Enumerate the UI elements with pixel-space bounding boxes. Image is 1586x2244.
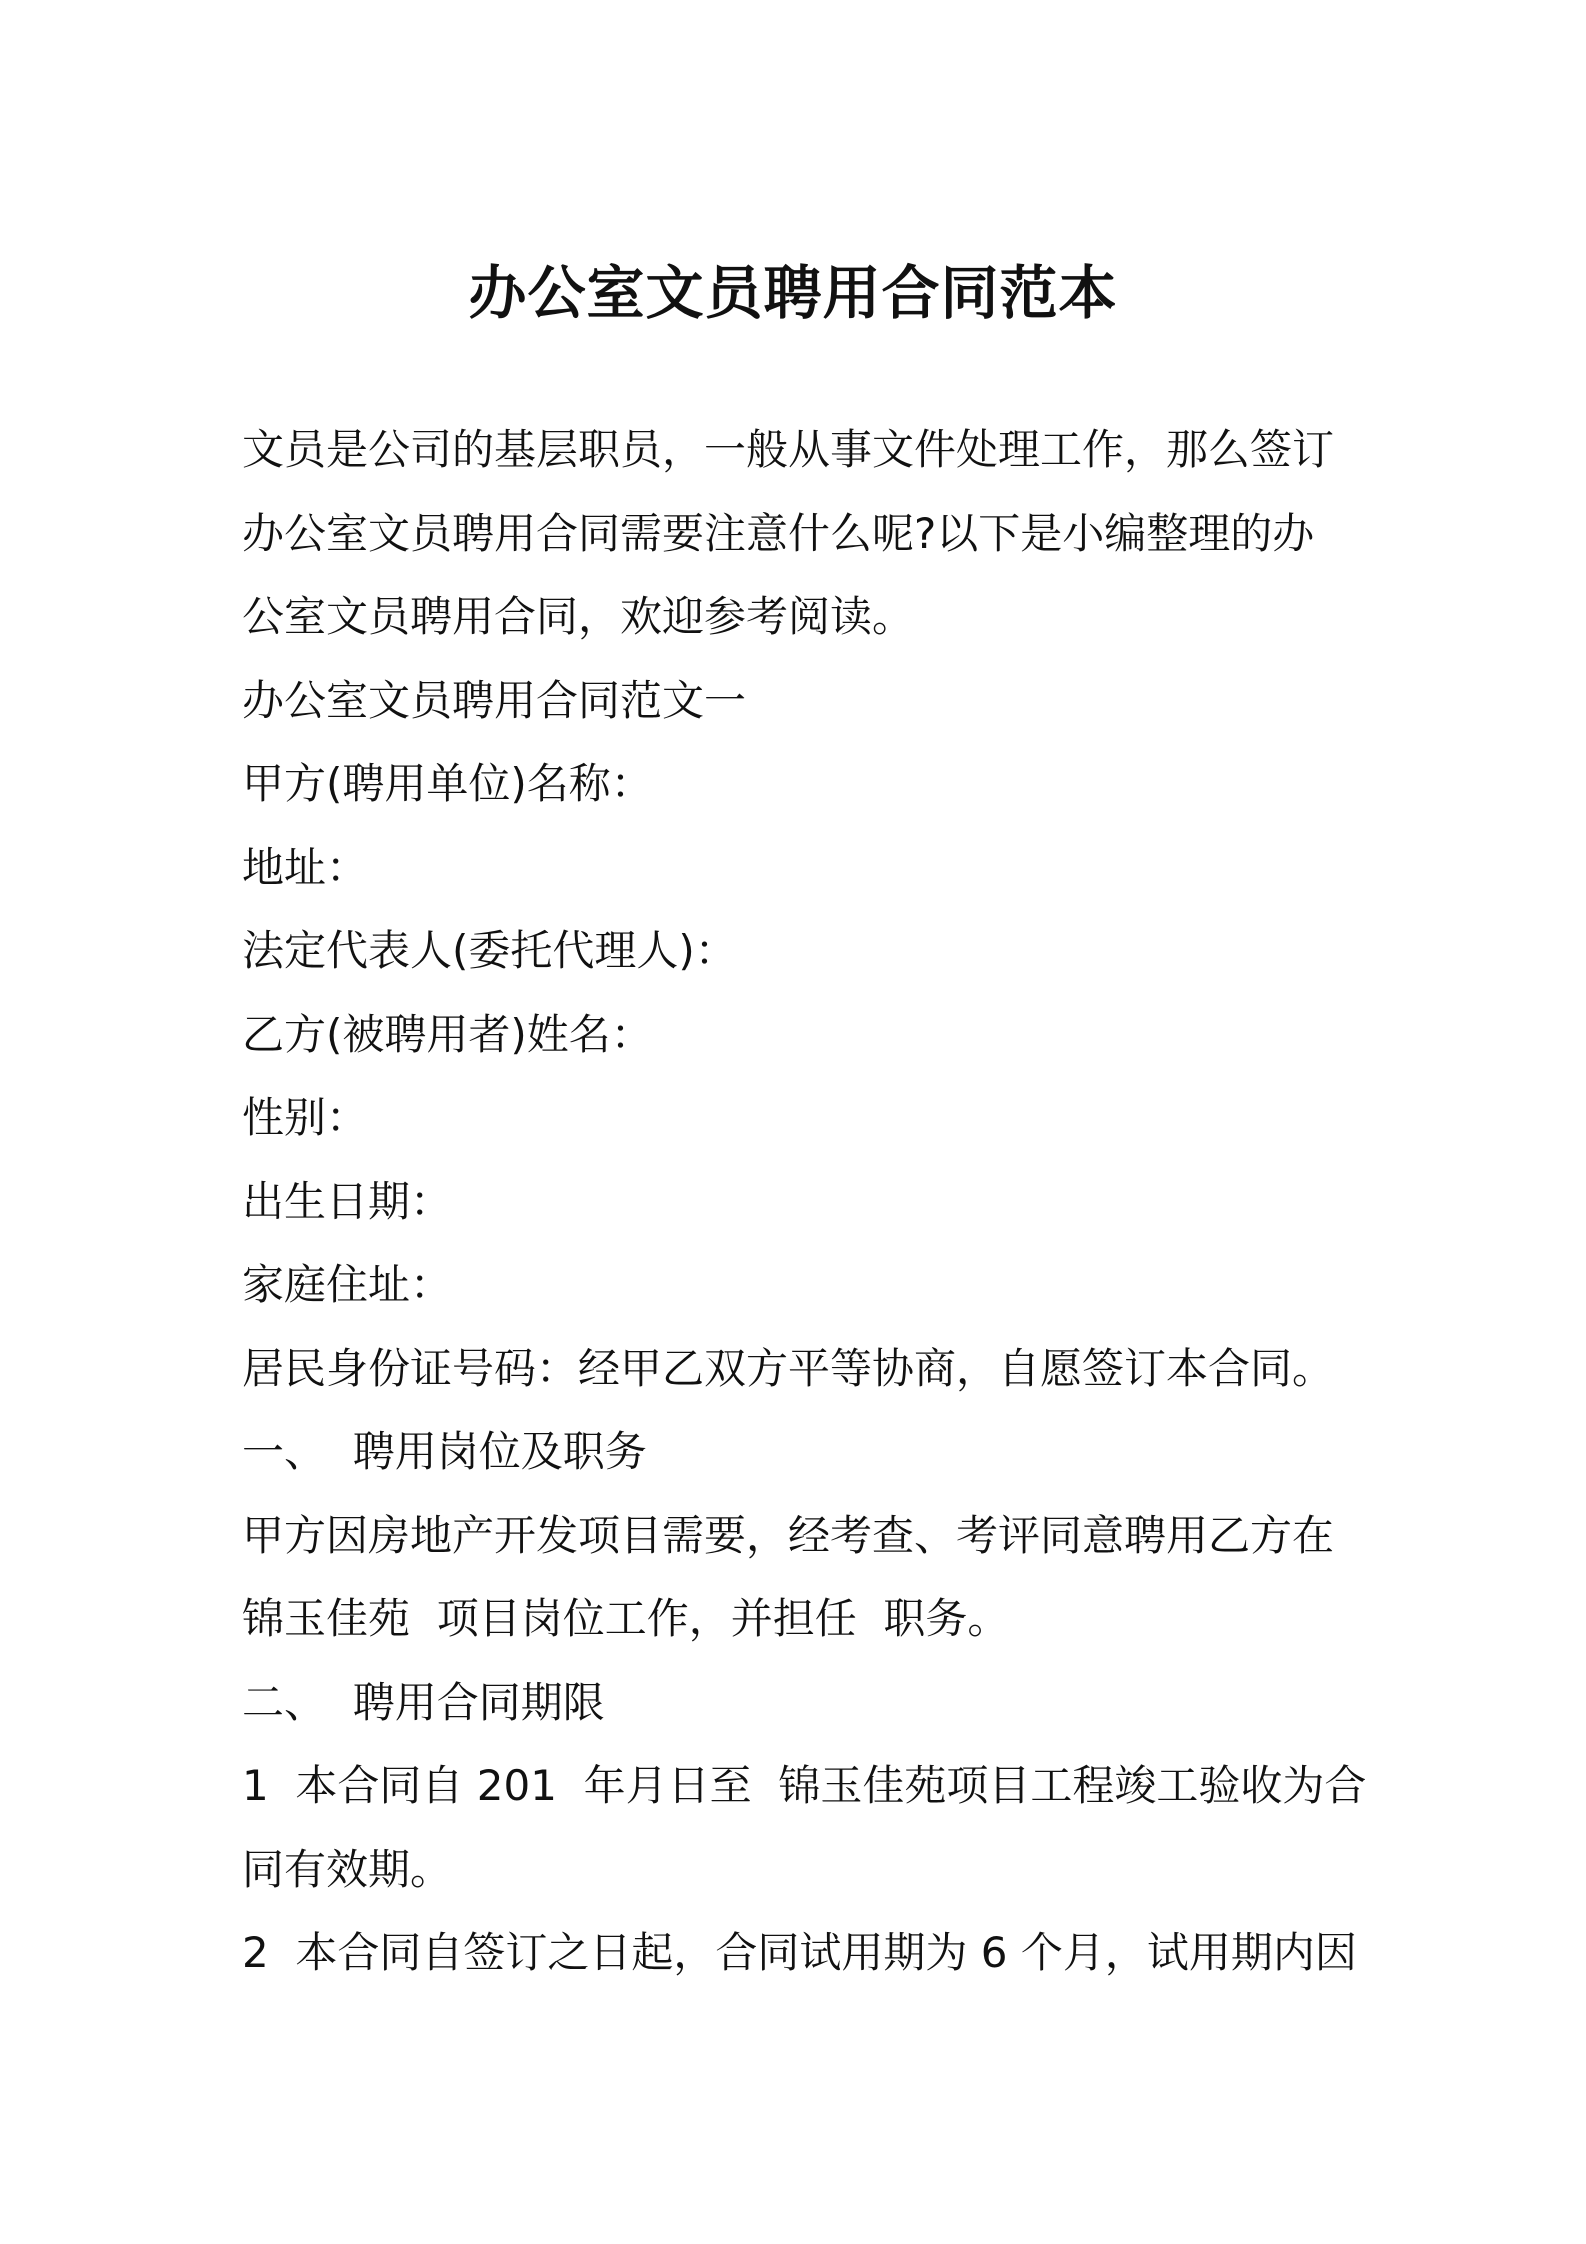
form-field-id-number: 居民身份证号码：经甲乙双方平等协商，自愿签订本合同。 xyxy=(242,1343,1335,1393)
clause-text: 1 本合同自 201 年月日至 锦玉佳苑项目工程竣工验收为合 xyxy=(242,1761,1367,1810)
paragraph-line: 办公室文员聘用合同需要注意什么呢?以下是小编整理的办 xyxy=(242,508,1315,558)
form-field-employer-name: 甲方(聘用单位)名称： xyxy=(242,759,653,808)
clause-heading: 二、 聘用合同期限 xyxy=(242,1677,605,1727)
clause-heading: 一、 聘用岗位及职务 xyxy=(242,1427,647,1476)
form-field-gender: 性别： xyxy=(242,1093,369,1142)
form-field-employee-name: 乙方(被聘用者)姓名： xyxy=(242,1009,653,1059)
document-title: 办公室文员聘用合同范本 xyxy=(468,259,1118,327)
form-field-legal-representative: 法定代表人(委托代理人)： xyxy=(242,926,737,975)
paragraph-line: 公室文员聘用合同，欢迎参考阅读。 xyxy=(242,592,915,641)
form-field-address: 地址： xyxy=(242,842,369,892)
document-body xyxy=(242,408,1367,1995)
paragraph-line: 文员是公司的基层职员，一般从事文件处理工作，那么签订 xyxy=(242,425,1335,474)
clause-text: 甲方因房地产开发项目需要，经考查、考评同意聘用乙方在 xyxy=(242,1510,1335,1560)
clause-text: 锦玉佳苑 项目岗位工作，并担任 职务。 xyxy=(242,1594,1010,1643)
form-field-birth-date: 出生日期： xyxy=(242,1176,453,1226)
clause-text: 同有效期。 xyxy=(242,1844,453,1894)
section-heading: 办公室文员聘用合同范文一 xyxy=(242,675,747,725)
form-field-home-address: 家庭住址： xyxy=(242,1260,453,1309)
clause-text: 2 本合同自签订之日起，合同试用期为 6 个月，试用期内因 xyxy=(242,1928,1357,1977)
